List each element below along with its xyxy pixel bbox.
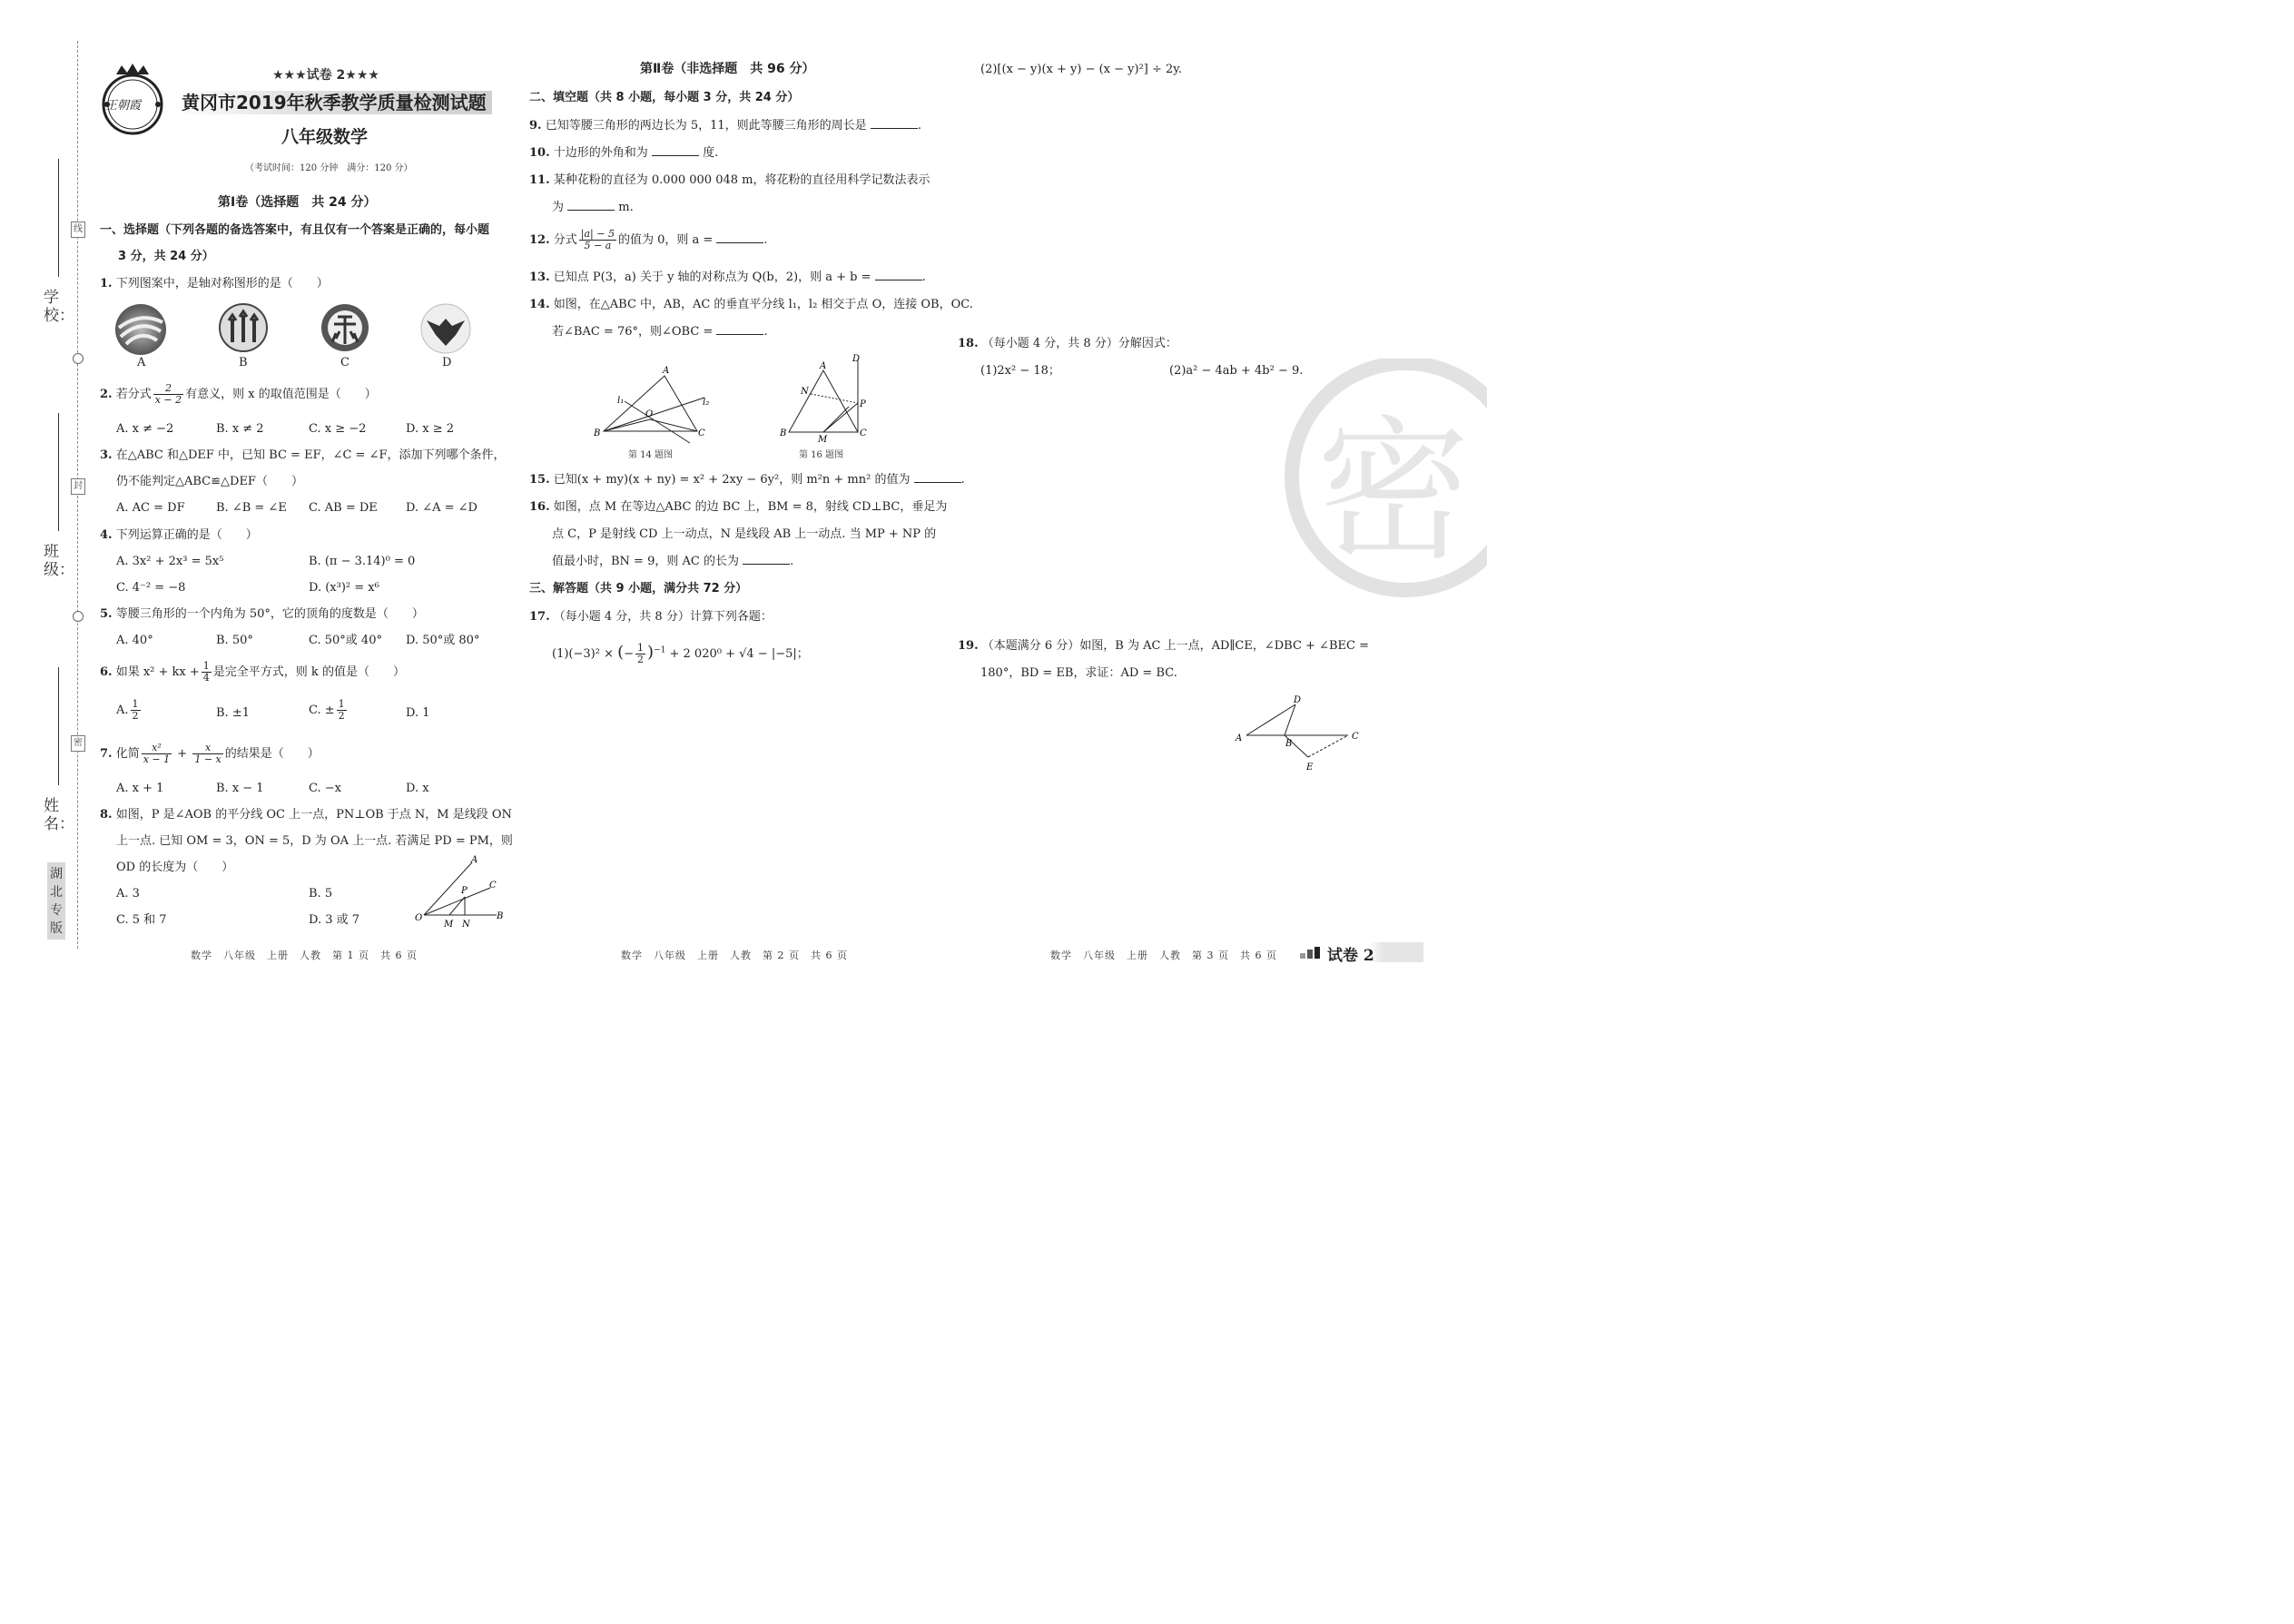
svg-text:D: D [1294,695,1302,705]
subject-title: 八年级数学 [281,127,369,147]
binding-ring [73,611,84,622]
svg-text:E: E [1306,763,1314,773]
svg-text:l₁: l₁ [617,396,625,406]
q1-label-a: A [137,356,146,369]
svg-text:A: A [471,855,478,865]
q8-option-b: B. 5 [309,887,333,901]
q3-option-a: A. AC = DF [116,501,185,515]
exam-title: 黄冈市2019年秋季教学质量检测试题 [182,92,487,113]
q5-option-c: C. 50°或 40° [309,634,382,647]
q8-option-a: A. 3 [116,887,140,901]
question-4: 4. 下列运算正确的是（ ） [100,528,258,542]
secret-watermark [1278,359,1487,604]
question-17: 17. （每小题 4 分，共 8 分）计算下列各题： [529,610,773,624]
q2-option-a: A. x ≠ −2 [116,422,174,436]
svg-text:B: B [1285,739,1293,749]
question-9: 9. 已知等腰三角形的两边长为 5，11，则此等腰三角形的周长是 . [529,119,921,133]
question-2: 2. 若分式 $\frac{2}{x - 2}$ 有意义，则 x 的取值范围是（ ） [100,382,377,406]
binding-dashed-line [77,41,78,949]
question-11-cont: 为 m. [552,201,634,214]
school-underline [58,159,59,277]
footer-page-2: 数学 八年级 上册 人教 第 2 页 共 6 页 [621,950,848,961]
question-17-part-1: (1)(−3)² × (− $\frac{1}{2}$ )$^{-1}$ + 2 020⁰ + √4 − |−5|； [552,642,809,665]
question-3-cont: 仍不能判定△ABC≌△DEF（ ） [116,475,303,488]
svg-text:M: M [444,920,454,930]
question-16-cont: 值最小时，BN = 9，则 AC 的长为 . [552,555,794,568]
question-19: 19. （本题满分 6 分）如图，B 为 AC 上一点，AD∥CE，∠DBC + ∠BEC = [958,639,1369,653]
question-7: 7. 化简 $\frac{\text{x²}}{x - 1}$ + $\frac{x}{1 - x}$ 的结果是（ ） [100,742,320,765]
footer-page-3: 数学 八年级 上册 人教 第 3 页 共 6 页 [1050,950,1277,961]
part2-title: 第Ⅱ卷（非选择题 共 96 分） [640,62,815,76]
svg-text:D: D [852,354,861,364]
svg-text:N: N [462,920,470,930]
q6-option-a: A. $\frac{1}{2}$ [116,698,139,722]
question-11: 11. 某种花粉的直径为 0.000 000 048 m，将花粉的直径用科学记数法表示 [529,173,930,187]
name-underline [58,667,59,785]
q5-option-d: D. 50°或 80° [406,634,480,647]
svg-text:P: P [461,886,468,896]
question-18: 18. （每小题 4 分，共 8 分）分解因式： [958,337,1177,350]
q3-option-c: C. AB = DE [309,501,378,515]
part1-title: 第Ⅰ卷（选择题 共 24 分） [218,195,377,210]
school-label: 学校： [44,289,74,325]
eagle-logo-icon [419,302,472,355]
q4-option-c: C. 4⁻² = −8 [116,581,186,595]
question-17-part-2: (2)[(x − y)(x + y) − (x − y)²] ÷ 2y. [980,63,1183,76]
q2-option-d: D. x ≥ 2 [406,422,454,436]
q2-option-b: B. x ≠ 2 [216,422,264,436]
q8-option-d: D. 3 或 7 [309,913,360,927]
svg-text:C: C [489,881,497,891]
section1-heading-cont: 3 分，共 24 分） [118,250,214,263]
q5-option-a: A. 40° [116,634,153,647]
question-8-cont: OD 的长度为（ ） [116,861,234,874]
question-13: 13. 已知点 P(3，a) 关于 y 轴的对称点为 Q(b，2)，则 a + b = . [529,271,926,284]
section2-heading: 二、填空题（共 8 小题，每小题 3 分，共 24 分） [529,91,800,104]
binding-ring [73,353,84,364]
exam-time-info: （考试时间：120 分钟 满分：120 分） [245,163,413,173]
figure-14-caption: 第 14 题图 [628,450,674,460]
question-8-cont: 上一点. 已知 OM = 3，ON = 5，D 为 OA 上一点. 若满足 PD = PM，则 [116,834,513,848]
question-1: 1. 下列图案中，是轴对称图形的是（ ） [100,277,329,290]
question-14-cont: 若∠BAC = 76°，则∠OBC = . [552,325,768,339]
q7-option-c: C. −x [309,782,341,795]
q7-option-b: B. x − 1 [216,782,264,795]
seal-mark-secret: 密 [71,735,85,752]
question-12: 12. 分式 $\frac{|a| - 5}{5 - a}$ 的值为 0，则 a = . [529,228,768,251]
question-14: 14. 如图，在△ABC 中，AB，AC 的垂直平分线 l₁，l₂ 相交于点 O，连接 OB，OC. [529,298,973,311]
q6-option-c: C. ± $\frac{1}{2}$ [309,698,345,722]
swirl-logo-icon [113,302,168,357]
question-15: 15. 已知(x + my)(x + ny) = x² + 2xy − 6y²，则 m²n + mn² 的值为 . [529,473,965,487]
question-10: 10. 十边形的外角和为 度. [529,146,719,160]
q8-figure [413,851,508,931]
q1-label-d: D [442,356,452,369]
figure-16-caption: 第 16 题图 [799,450,844,460]
page-tag-icon [1300,946,1320,959]
q3-option-b: B. ∠B = ∠E [216,501,287,515]
question-16-cont: 点 C，P 是射线 CD 上一动点，N 是线段 AB 上一动点. 当 MP + NP 的 [552,527,937,541]
q7-option-a: A. x + 1 [116,782,164,795]
q4-option-b: B. (π − 3.14)⁰ = 0 [309,555,416,568]
svg-text:B: B [780,428,787,438]
edition-label: 湖北专版 [47,862,65,940]
class-underline [58,413,59,531]
svg-text:P: P [860,399,866,409]
q4-option-d: D. (x³)² = x⁶ [309,581,379,595]
svg-text:A: A [820,361,827,371]
svg-text:C: C [1352,732,1359,742]
q1-label-b: B [239,356,248,369]
page-tag: 试卷 2 [1327,947,1374,965]
question-8: 8. 如图，P 是∠AOB 的平分线 OC 上一点，PN⊥OB 于点 N，M 是线段 ON [100,808,512,822]
q2-option-c: C. x ≥ −2 [309,422,367,436]
figure-16 [776,352,876,443]
seal-mark-line: 线 [71,221,85,238]
q1-label-c: C [340,356,350,369]
figure-14 [590,363,717,445]
section3-heading: 三、解答题（共 9 小题，满分共 72 分） [529,582,748,595]
q7-option-d: D. x [406,782,429,795]
q3-option-d: D. ∠A = ∠D [406,501,478,515]
paper-badge: ★★★试卷 2★★★ [272,68,379,83]
svg-text:B: B [594,428,601,438]
svg-text:A: A [663,366,670,376]
fraction: $\frac{2}{x - 2}$ [154,382,182,406]
question-3: 3. 在△ABC 和△DEF 中，已知 BC = EF，∠C = ∠F，添加下列哪个条件， [100,448,506,462]
section1-heading: 一、选择题（下列各题的备选答案中，有且仅有一个答案是正确的，每小题 [100,223,490,237]
question-18-part-1: (1)2x² − 18； [980,364,1060,378]
question-19-cont: 180°，BD = EB，求证：AD = BC. [980,666,1177,680]
svg-text:O: O [645,409,654,419]
svg-text:l₂: l₂ [703,398,710,408]
svg-text:C: C [860,428,867,438]
q8-option-c: C. 5 和 7 [116,913,167,927]
class-label: 班级： [44,543,74,579]
svg-text:N: N [801,387,809,397]
question-6: 6. 如果 x² + kx + $\frac{1}{4}$ 是完全平方式，则 k 的值是（ ） [100,660,405,684]
university-logo-icon [320,302,370,353]
q6-option-d: D. 1 [406,706,430,720]
name-label: 姓名： [44,797,74,833]
wheat-logo-icon [218,302,269,353]
figure-19 [1230,692,1366,773]
footer-page-1: 数学 八年级 上册 人教 第 1 页 共 6 页 [191,950,418,961]
q5-option-b: B. 50° [216,634,253,647]
svg-text:密: 密 [1316,402,1472,582]
svg-text:O: O [415,913,423,923]
question-5: 5. 等腰三角形的一个内角为 50°，它的顶角的度数是（ ） [100,607,424,621]
question-16: 16. 如图，点 M 在等边△ABC 的边 BC 上，BM = 8，射线 CD⊥BC，垂足为 [529,500,948,514]
seal-mark-seal: 封 [71,478,85,495]
q4-option-a: A. 3x² + 2x³ = 5x⁵ [116,555,224,568]
svg-text:A: A [1236,733,1243,743]
logo-text: 王朝霞 [105,99,142,113]
svg-text:B: B [497,911,504,921]
svg-text:C: C [698,428,705,438]
question-18-part-2: (2)a² − 4ab + 4b² − 9. [1169,364,1304,378]
fraction: $\frac{1}{4}$ [202,660,210,684]
q6-option-b: B. ±1 [216,706,250,720]
svg-text:M: M [818,435,828,443]
